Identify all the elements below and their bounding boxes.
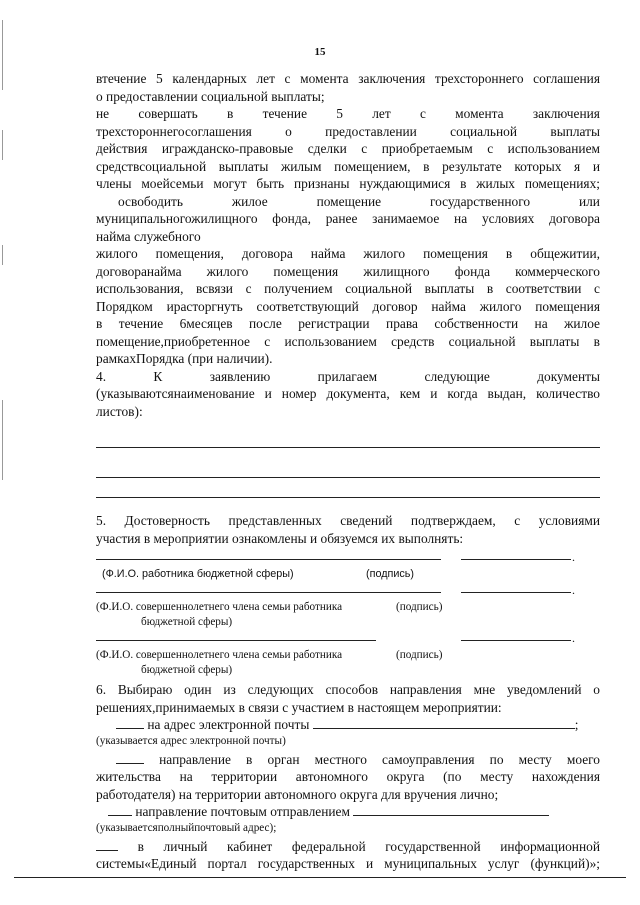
page-footer-rule (14, 877, 626, 878)
option-portal-checkbox[interactable] (96, 838, 118, 851)
name-caption: (Ф.И.О. совершеннолетнего члена семьи работника (96, 601, 343, 613)
text-line: члены моейсемьи могут быть признаны нуждающимися в жилых помещениях; (96, 176, 600, 191)
word: совершать (138, 106, 198, 121)
word: документы (537, 368, 600, 384)
word: жилое (231, 193, 268, 209)
text-line: договоранайма жилого помещения жилищного фонда коммерческого (96, 263, 600, 279)
word: 4. (96, 368, 107, 384)
line-end-mark: . (572, 583, 575, 597)
text-line: муниципальногожилищного фонда, ранее занимаемое на условиях договора (96, 211, 600, 226)
word: в (227, 106, 234, 121)
email-field[interactable] (313, 716, 575, 729)
documents-blank-line[interactable] (96, 476, 600, 478)
word: не (96, 106, 110, 121)
signature-caption (96, 648, 600, 663)
name-caption: (Ф.И.О. совершеннолетнего члена семьи работника (96, 649, 343, 661)
option-label: на адрес электронной почты (147, 717, 310, 732)
signature-field[interactable] (461, 592, 571, 593)
name-field[interactable] (96, 640, 376, 641)
signature-caption (96, 567, 600, 582)
section5-line: 5. Достоверность представленных сведений подтверждаем, с условиями (96, 513, 600, 528)
signature-row (96, 583, 600, 600)
name-caption: (Ф.И.О. работника бюджетной сферы) (102, 568, 294, 580)
page-number: 15 (314, 46, 326, 58)
section6-line: решениях,принимаемых в связи с участием в настоящем мероприятии: (96, 699, 502, 715)
word: момента (455, 106, 504, 121)
hint-text: (указываетсяполныйпочтовый адрес); (96, 821, 277, 834)
name-caption: бюджетной сферы) (141, 664, 233, 676)
word: заключения (532, 106, 600, 121)
section6-line: 6. Выбираю один из следующих способов направления мне уведомлений о (96, 682, 600, 697)
word: освободить (118, 193, 183, 209)
sign-caption: (подпись) (366, 568, 415, 580)
text-line: трехстороннегосоглашения о предоставлении социальной выплаты (96, 123, 600, 139)
option-label: жительства на территории автономного округа (по месту нахождения (96, 769, 600, 784)
word: течение (262, 106, 308, 121)
text-line: (указываютсянаименование и номер документа, кем и когда выдан, количество (96, 386, 600, 401)
name-field[interactable] (96, 559, 441, 560)
word: государственного (429, 193, 531, 209)
word: 5 (336, 106, 343, 121)
text-line: в течение 6месяцев после регистрации права собственности на жилое (96, 316, 600, 331)
margin-mark (2, 130, 3, 160)
text-line: листов): (96, 403, 143, 419)
text-line: о предоставлении социальной выплаты; (96, 88, 325, 104)
line-end-mark: . (572, 550, 575, 564)
word: помещение (316, 193, 382, 209)
option-email: на адрес электронной почты ; (96, 716, 600, 734)
option-local-gov (96, 751, 600, 769)
option-label: в личный кабинет федеральной государственной информационной (137, 838, 600, 854)
text-line: жилого помещения, договора найма жилого помещения в общежитии, (96, 246, 600, 261)
margin-mark (2, 400, 3, 480)
hint-text: (указывается адрес электронной почты) (96, 734, 286, 747)
text-line: Порядком ирасторгнуть соответствующий договор найма жилого помещения (96, 298, 600, 314)
option-label: направление в орган местного самоуправления по месту моего (159, 751, 600, 767)
word: заявлению (209, 368, 271, 384)
text-line: найма служебного (96, 228, 201, 244)
word: или (578, 193, 600, 209)
word: лет (372, 106, 391, 121)
documents-blank-line[interactable] (96, 446, 600, 448)
text-line: использования, всвязи с получением социальной выплаты в соответствии с (96, 281, 600, 296)
text-line-spread (96, 368, 600, 386)
word: К (153, 368, 163, 384)
text-line: рамкахПорядка (при наличии). (96, 351, 273, 366)
text-line: действия игражданско-правовые сделки с приобретаемым с использованием (96, 141, 600, 156)
signature-caption (96, 663, 600, 678)
signature-row (96, 631, 600, 648)
word: с (419, 106, 426, 121)
name-caption: бюджетной сферы) (141, 616, 233, 628)
text-line: помещение,приобретенное с использованием средств социальной выплаты в (96, 333, 600, 349)
signature-field[interactable] (461, 640, 571, 641)
signature-field[interactable] (461, 559, 571, 560)
text-line: средствсоциальной выплаты жилым помещением, в результате которых я и (96, 158, 600, 174)
document-body (96, 70, 600, 873)
option-email-checkbox[interactable] (116, 716, 144, 729)
word: следующие (424, 368, 490, 384)
signature-caption (96, 615, 600, 630)
signature-row (96, 550, 600, 567)
text-line-spread (96, 105, 600, 123)
name-field[interactable] (96, 592, 441, 593)
option-local-gov-checkbox[interactable] (116, 751, 144, 764)
option-label: работодателя) на территории автономного округа для вручения лично; (96, 786, 499, 802)
margin-mark (2, 245, 3, 265)
line-end-mark: . (572, 631, 575, 645)
sign-caption: (подпись) (396, 649, 443, 661)
section5-line: участия в мероприятии ознакомлены и обязуемся их выполнять: (96, 530, 464, 546)
option-label: направление почтовым отправлением (135, 804, 350, 819)
option-post (96, 803, 600, 821)
signature-caption (96, 600, 600, 615)
option-label: системы«Единый портал государственных и муниципальных услуг (функций)»; (96, 856, 600, 871)
text-line: втечение 5 календарных лет с момента заключения трехстороннего соглашения (96, 71, 600, 86)
word: прилагаем (317, 368, 378, 384)
sign-caption: (подпись) (396, 601, 443, 613)
postal-address-field[interactable] (353, 803, 549, 816)
option-portal (96, 838, 600, 856)
text-line-spread (96, 193, 600, 211)
option-post-checkbox[interactable] (108, 803, 132, 816)
